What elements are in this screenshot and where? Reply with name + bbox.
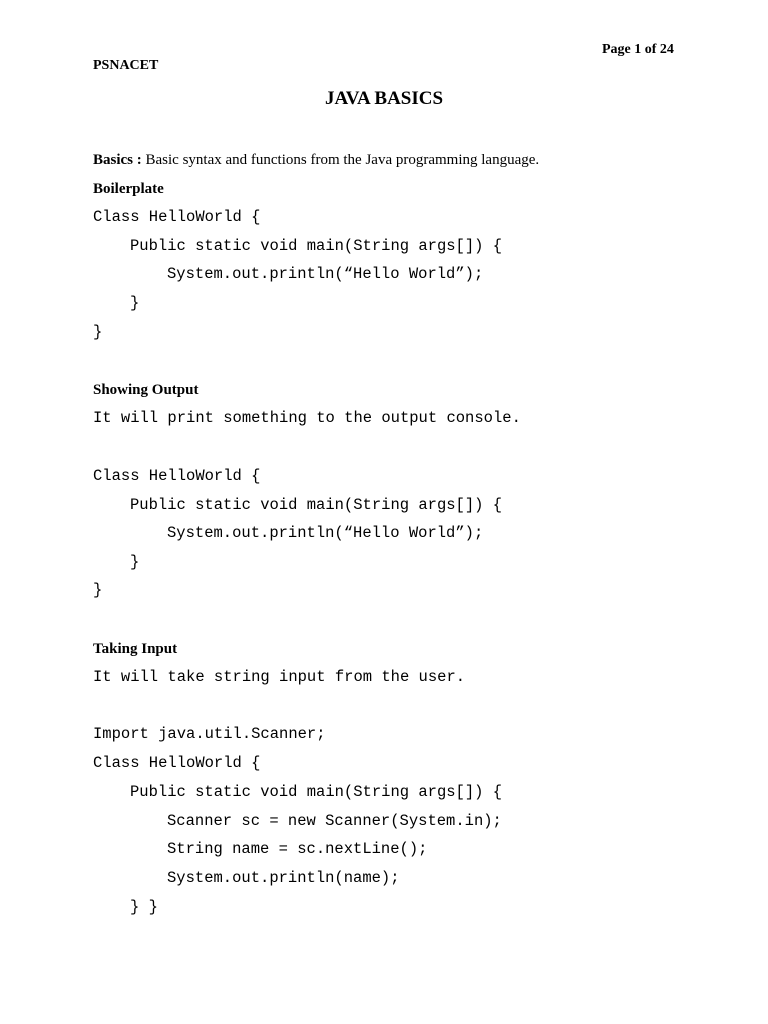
code-line: Scanner sc = new Scanner(System.in); — [167, 812, 502, 830]
code-line: } — [130, 294, 140, 312]
section-heading-showing-output: Showing Output — [93, 382, 199, 398]
code-line: Public static void main(String args[]) { — [130, 237, 503, 255]
code-line: Public static void main(String args[]) { — [130, 783, 503, 801]
section-description: It will take string input from the user. — [93, 668, 466, 686]
code-line: Import java.util.Scanner; — [93, 725, 326, 743]
organization-name: PSNACET — [93, 58, 159, 73]
section-heading-boilerplate: Boilerplate — [93, 181, 164, 197]
code-line: System.out.println(“Hello World”); — [167, 265, 484, 283]
code-line: String name = sc.nextLine(); — [167, 840, 428, 858]
code-line: Class HelloWorld { — [93, 754, 261, 772]
code-line: Class HelloWorld { — [93, 208, 261, 226]
intro-text: Basic syntax and functions from the Java programming language. — [145, 152, 540, 168]
section-heading-taking-input: Taking Input — [93, 641, 178, 657]
code-line: } } — [130, 898, 158, 916]
page-number: Page 1 of 24 — [602, 42, 674, 57]
code-line: } — [93, 323, 103, 341]
code-line: Public static void main(String args[]) { — [130, 496, 503, 514]
code-line: System.out.println(name); — [167, 869, 400, 887]
intro-paragraph — [93, 151, 539, 169]
code-line: } — [130, 553, 140, 571]
code-line: } — [93, 581, 103, 599]
section-description: It will print something to the output console. — [93, 409, 521, 427]
document-title: JAVA BASICS — [324, 88, 444, 109]
code-line: System.out.println(“Hello World”); — [167, 524, 484, 542]
code-line: Class HelloWorld { — [93, 467, 261, 485]
intro-label: Basics : — [93, 152, 142, 168]
